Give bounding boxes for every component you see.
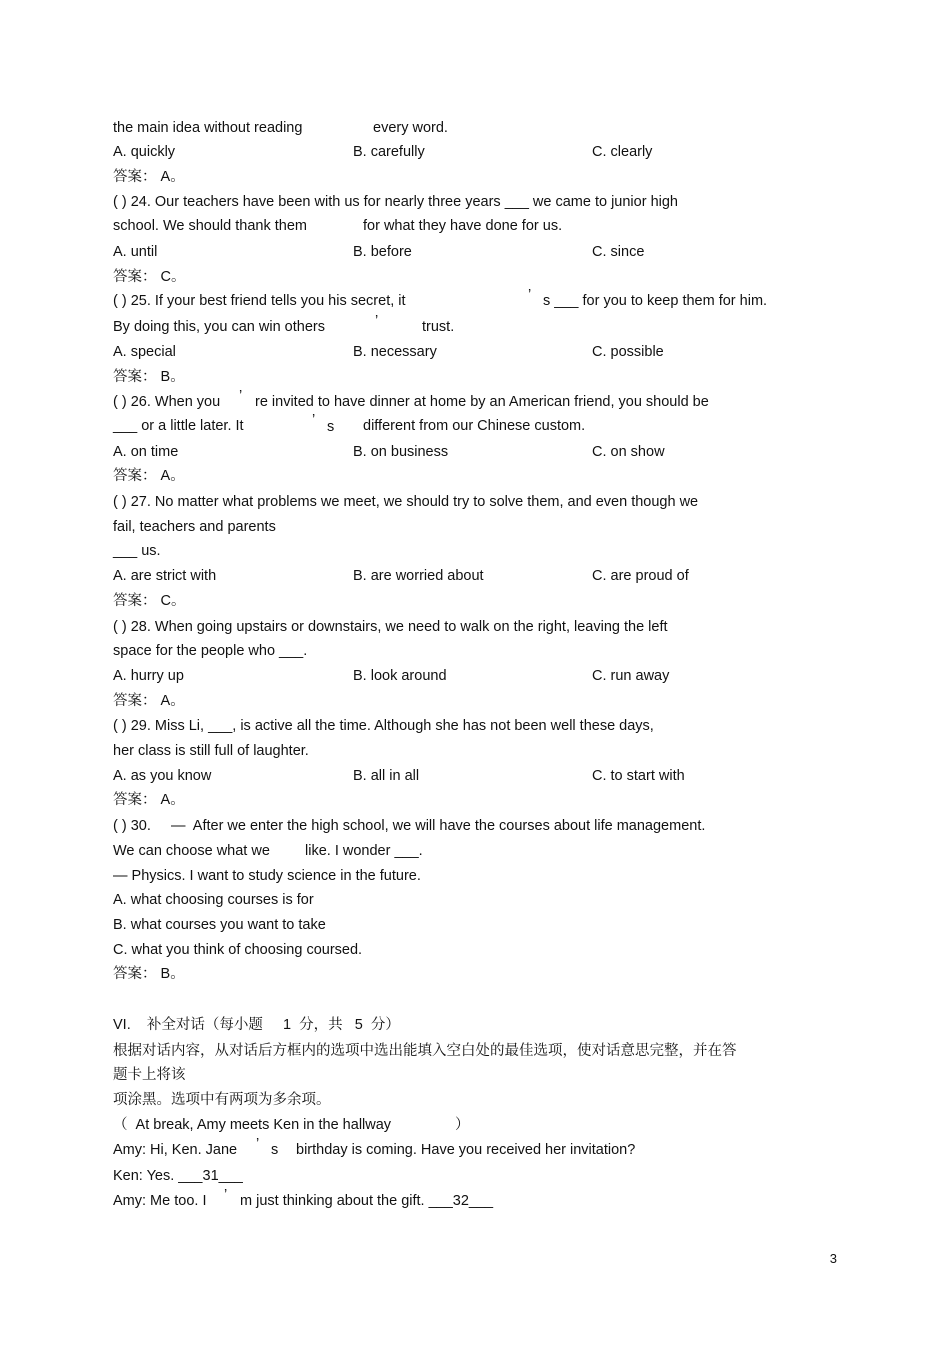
q24-answer: 答案： C。 xyxy=(113,269,186,285)
section-6-instruction-3: 项涂黑。选项中有两项为多余项。 xyxy=(113,1092,331,1108)
q30-line3: — Physics. I want to study science in the future. xyxy=(113,868,421,884)
dialogue-s-1: s xyxy=(271,1142,279,1158)
q27-line1: ( ) 27. No matter what problems we meet, we should try to solve them, and even though we xyxy=(113,494,699,510)
q23-option-b: B. carefully xyxy=(353,144,425,160)
q30-answer: 答案： B。 xyxy=(113,966,185,982)
dialogue-line-2: Ken: Yes. ___31___ xyxy=(113,1168,243,1184)
q26-line2a: ___ or a little later. It xyxy=(113,418,244,434)
q24-line2b: for what they have done for us. xyxy=(363,218,563,234)
q25-line2a: By doing this, you can win others xyxy=(113,319,325,335)
q25-apostrophe-2: ’ xyxy=(375,313,379,329)
q27-answer: 答案： C。 xyxy=(113,593,186,609)
q29-option-a: A. as you know xyxy=(113,768,212,784)
dialogue-apostrophe-3: ’ xyxy=(224,1187,228,1203)
q25-line1a: ( ) 25. If your best friend tells you his secret, it xyxy=(113,293,406,309)
q26-apostrophe-1: ’ xyxy=(239,388,243,404)
q24-option-b: B. before xyxy=(353,244,412,260)
q30-option-b: B. what courses you want to take xyxy=(113,917,326,933)
q30-line1: ( ) 30. — After we enter the high school, we will have the courses about life management. xyxy=(113,818,706,834)
q29-line1: ( ) 29. Miss Li, ___, is active all the time. Although she has not been well these days, xyxy=(113,718,654,734)
q26-line2b: different from our Chinese custom. xyxy=(363,418,586,434)
q27-option-c: C. are proud of xyxy=(592,568,689,584)
q24-option-c: C. since xyxy=(592,244,645,260)
q26-line1b: re invited to have dinner at home by an American friend, you should be xyxy=(255,394,709,410)
q24-line1: ( ) 24. Our teachers have been with us for nearly three years ___ we came to junior high xyxy=(113,194,678,210)
dialogue-line-1b: birthday is coming. Have you received her invitation? xyxy=(296,1142,636,1158)
q27-line2: fail, teachers and parents xyxy=(113,519,276,535)
dialogue-scene-b: ） xyxy=(455,1117,470,1133)
q27-option-a: A. are strict with xyxy=(113,568,217,584)
q29-option-b: B. all in all xyxy=(353,768,420,784)
section-6-instruction-2: 题卡上将该 xyxy=(113,1067,186,1083)
q26-line1a: ( ) 26. When you xyxy=(113,394,221,410)
q28-option-b: B. look around xyxy=(353,668,447,684)
q23-option-a: A. quickly xyxy=(113,144,176,160)
q26-apostrophe-2: ’ xyxy=(312,412,316,428)
q30-line2a: We can choose what we xyxy=(113,843,270,859)
q24-line2a: school. We should thank them xyxy=(113,218,307,234)
dialogue-line-3b: m just thinking about the gift. ___32___ xyxy=(240,1193,494,1209)
page-number: 3 xyxy=(829,1251,837,1266)
q25-answer: 答案： B。 xyxy=(113,369,185,385)
q23-text-b: every word. xyxy=(373,120,448,136)
q26-option-c: C. on show xyxy=(592,444,665,460)
section-6-heading: VI. 补全对话（每小题 1 分，共 5 分） xyxy=(113,1017,400,1033)
q30-option-a: A. what choosing courses is for xyxy=(113,892,314,908)
q25-option-c: C. possible xyxy=(592,344,664,360)
q28-line1: ( ) 28. When going upstairs or downstairs, we need to walk on the right, leaving the left xyxy=(113,619,668,635)
q28-line2: space for the people who ___. xyxy=(113,643,308,659)
q27-option-b: B. are worried about xyxy=(353,568,484,584)
q23-option-c: C. clearly xyxy=(592,144,653,160)
q28-option-a: A. hurry up xyxy=(113,668,184,684)
dialogue-line-1a: Amy: Hi, Ken. Jane xyxy=(113,1142,238,1158)
q29-option-c: C. to start with xyxy=(592,768,685,784)
q26-option-b: B. on business xyxy=(353,444,449,460)
q24-option-a: A. until xyxy=(113,244,158,260)
q25-line2b: trust. xyxy=(422,319,455,335)
dialogue-apostrophe-1: ’ xyxy=(256,1136,260,1152)
q25-apostrophe-1: ’ xyxy=(528,287,532,303)
q29-answer: 答案： A。 xyxy=(113,792,185,808)
q25-line1b: s ___ for you to keep them for him. xyxy=(543,293,768,309)
q26-option-a: A. on time xyxy=(113,444,179,460)
q28-option-c: C. run away xyxy=(592,668,670,684)
q26-s: s xyxy=(327,419,335,435)
q28-answer: 答案： A。 xyxy=(113,693,185,709)
section-6-instruction-1: 根据对话内容，从对话后方框内的选项中选出能填入空白处的最佳选项，使对话意思完整，并在答 xyxy=(113,1043,737,1059)
q30-option-c: C. what you think of choosing coursed. xyxy=(113,942,363,958)
q30-line2b: like. I wonder ___. xyxy=(305,843,423,859)
dialogue-line-3a: Amy: Me too. I xyxy=(113,1193,207,1209)
q25-option-b: B. necessary xyxy=(353,344,437,360)
q27-line3: ___ us. xyxy=(113,543,161,559)
q26-answer: 答案： A。 xyxy=(113,468,185,484)
q29-line2: her class is still full of laughter. xyxy=(113,743,309,759)
q23-answer: 答案： A。 xyxy=(113,169,185,185)
q23-text-a: the main idea without reading xyxy=(113,120,303,136)
q25-option-a: A. special xyxy=(113,344,176,360)
dialogue-scene-a: （ At break, Amy meets Ken in the hallway xyxy=(113,1117,392,1133)
